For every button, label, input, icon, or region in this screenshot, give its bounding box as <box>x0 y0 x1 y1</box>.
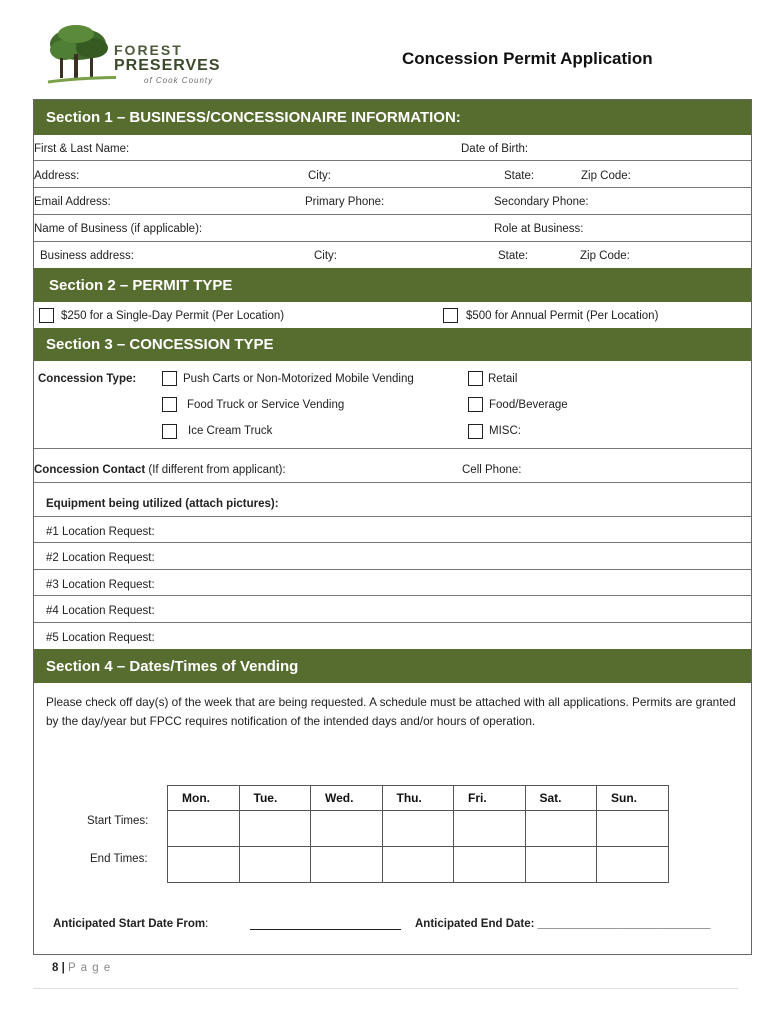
section4-instructions: Please check off day(s) of the week that are being requested. A schedule must be attached with all applications. Permits are granted by the day/year but FPCC requires notification of the intended days and/or hours of operation. <box>46 695 736 728</box>
day-wed[interactable]: Wed. <box>311 786 383 811</box>
end-fri-cell[interactable] <box>454 847 526 883</box>
retail-label: Retail <box>488 373 518 385</box>
logo-text-forest: FOREST <box>114 42 183 58</box>
concession-contact-note: (If different from applicant): <box>145 464 286 476</box>
business-address-label: Business address: <box>40 250 134 262</box>
row-permit-type <box>34 302 751 328</box>
cell-phone-label: Cell Phone: <box>462 464 522 476</box>
concession-type-label: Concession Type: <box>38 373 137 385</box>
row-location-1[interactable] <box>34 517 751 543</box>
primary-phone-label: Primary Phone: <box>305 196 385 208</box>
annual-permit-label: $500 for Annual Permit (Per Location) <box>466 310 659 322</box>
food-beverage-checkbox[interactable] <box>468 397 483 412</box>
name-label: First & Last Name: <box>34 143 130 155</box>
secondary-phone-label: Secondary Phone: <box>494 196 589 208</box>
start-tue-cell[interactable] <box>239 811 311 847</box>
day-mon[interactable]: Mon. <box>168 786 240 811</box>
page-word: P a g e <box>68 962 112 974</box>
end-times-label: End Times: <box>90 853 148 865</box>
section2-header <box>34 268 751 302</box>
row-location-3[interactable] <box>34 570 751 596</box>
anticipated-start-colon: : <box>205 918 209 930</box>
section2-heading: Section 2 – PERMIT TYPE <box>49 276 233 294</box>
end-thu-cell[interactable] <box>382 847 454 883</box>
food-truck-checkbox[interactable] <box>162 397 177 412</box>
start-times-label: Start Times: <box>87 815 149 827</box>
anticipated-start-field[interactable] <box>250 929 401 930</box>
start-thu-cell[interactable] <box>382 811 454 847</box>
anticipated-end-label: Anticipated End Date: ___________________________ <box>415 918 711 930</box>
section4-header <box>34 649 751 683</box>
end-mon-cell[interactable] <box>168 847 240 883</box>
day-fri[interactable]: Fri. <box>454 786 526 811</box>
application-form <box>33 99 752 955</box>
push-carts-label: Push Carts or Non-Motorized Mobile Vending <box>183 373 414 385</box>
section3-header <box>34 328 751 361</box>
row-address[interactable] <box>34 161 751 188</box>
schedule-table <box>167 785 669 883</box>
start-wed-cell[interactable] <box>311 811 383 847</box>
anticipated-start-label <box>53 918 208 930</box>
row-business-address[interactable] <box>34 242 751 268</box>
concession-contact-bold: Concession Contact <box>34 464 146 476</box>
single-day-permit-checkbox[interactable] <box>39 308 54 323</box>
concession-contact-label <box>34 464 286 476</box>
day-sun[interactable]: Sun. <box>597 786 669 811</box>
section3-heading: Section 3 – CONCESSION TYPE <box>46 336 274 353</box>
business-state-label: State: <box>498 250 529 262</box>
location-5-label: #5 Location Request: <box>46 632 155 644</box>
page-footer <box>52 962 111 974</box>
tree-logo-icon <box>46 22 116 88</box>
row-equipment[interactable] <box>34 483 751 517</box>
section1-header <box>34 100 751 135</box>
logo-text-cook-county: of Cook County <box>144 76 214 85</box>
section4-heading: Section 4 – Dates/Times of Vending <box>46 657 299 675</box>
end-wed-cell[interactable] <box>311 847 383 883</box>
dob-label: Date of Birth: <box>461 143 529 155</box>
document-title: Concession Permit Application <box>402 49 653 68</box>
row-location-5[interactable] <box>34 623 751 649</box>
annual-permit-checkbox[interactable] <box>443 308 458 323</box>
footer-divider <box>33 988 738 989</box>
start-mon-cell[interactable] <box>168 811 240 847</box>
schedule-header-row <box>168 786 669 811</box>
end-tue-cell[interactable] <box>239 847 311 883</box>
address-label: Address: <box>34 170 80 182</box>
state-label: State: <box>504 170 535 182</box>
end-sun-cell[interactable] <box>597 847 669 883</box>
section1-heading: Section 1 – BUSINESS/CONCESSIONAIRE INFORMATION: <box>46 109 461 126</box>
single-day-permit-label: $250 for a Single-Day Permit (Per Location) <box>61 310 285 322</box>
row-location-4[interactable] <box>34 596 751 623</box>
start-sat-cell[interactable] <box>525 811 597 847</box>
day-sat[interactable]: Sat. <box>525 786 597 811</box>
row-email[interactable] <box>34 188 751 215</box>
start-sun-cell[interactable] <box>597 811 669 847</box>
retail-checkbox[interactable] <box>468 371 483 386</box>
day-thu[interactable]: Thu. <box>382 786 454 811</box>
row-business-name[interactable] <box>34 215 751 242</box>
row-name[interactable] <box>34 135 751 161</box>
forest-preserves-logo <box>46 22 221 92</box>
end-sat-cell[interactable] <box>525 847 597 883</box>
page-number: 8 <box>52 962 59 974</box>
row-location-2[interactable] <box>34 543 751 570</box>
city-label: City: <box>308 170 331 182</box>
day-tue[interactable]: Tue. <box>239 786 311 811</box>
food-beverage-label: Food/Beverage <box>489 399 568 411</box>
equipment-label: Equipment being utilized (attach pictures): <box>46 498 279 510</box>
misc-checkbox[interactable] <box>468 424 483 439</box>
business-name-label: Name of Business (if applicable): <box>34 223 203 235</box>
zip-label: Zip Code: <box>581 170 631 182</box>
start-fri-cell[interactable] <box>454 811 526 847</box>
location-1-label: #1 Location Request: <box>46 526 155 538</box>
page-separator: | <box>58 962 69 974</box>
email-label: Email Address: <box>34 196 111 208</box>
location-2-label: #2 Location Request: <box>46 552 155 564</box>
push-carts-checkbox[interactable] <box>162 371 177 386</box>
logo-text-preserves: PRESERVES <box>114 57 221 74</box>
ice-cream-truck-checkbox[interactable] <box>162 424 177 439</box>
end-times-row <box>168 847 669 883</box>
business-zip-label: Zip Code: <box>580 250 630 262</box>
ice-cream-truck-label: Ice Cream Truck <box>188 425 273 437</box>
food-truck-label: Food Truck or Service Vending <box>187 399 345 411</box>
row-concession-contact[interactable] <box>34 449 751 483</box>
location-3-label: #3 Location Request: <box>46 579 155 591</box>
location-4-label: #4 Location Request: <box>46 605 155 617</box>
business-city-label: City: <box>314 250 337 262</box>
start-times-row <box>168 811 669 847</box>
concession-type-block <box>34 361 751 449</box>
anticipated-start-text: Anticipated Start Date From <box>53 918 206 930</box>
role-label: Role at Business: <box>494 223 584 235</box>
misc-label: MISC: <box>489 425 521 437</box>
